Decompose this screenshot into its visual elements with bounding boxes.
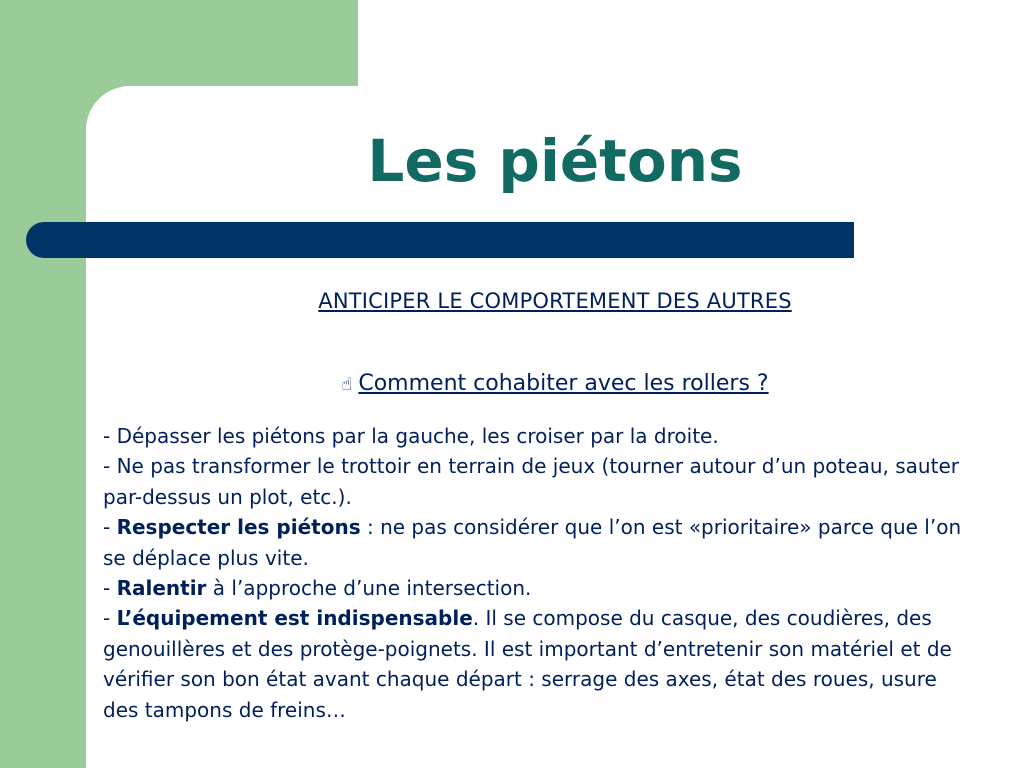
bullet-point-2 [103, 451, 973, 512]
bullet-text: Dépasser les piétons par la gauche, les croiser par la droite. [116, 424, 719, 448]
pointing-hand-icon: ☝ [341, 374, 353, 395]
bullet-text: : ne pas considérer que l’on est «prioritaire» parce que l’on se déplace plus vite. [103, 515, 962, 570]
bullet-dash: - [103, 454, 117, 479]
bullet-point-4 [103, 573, 973, 603]
bullet-text: à l’approche d’une intersection. [206, 576, 532, 601]
bullet-bold-text: Respecter les piétons [116, 515, 361, 540]
bullet-dash: - [103, 606, 117, 631]
slide-title: Les piétons [367, 127, 743, 195]
bullet-dash: - [103, 424, 117, 448]
title-underline-bar [26, 222, 854, 258]
bullet-dash: - [103, 515, 117, 540]
bullet-point-3 [103, 512, 973, 573]
bullet-bold-text: L’équipement est indispensable [116, 606, 473, 631]
bullet-dash: - [103, 576, 117, 601]
bullet-point-1 [103, 421, 973, 451]
slide-subtitle: ANTICIPER LE COMPORTEMENT DES AUTRES [318, 289, 792, 313]
question-line [86, 368, 1024, 401]
bullet-point-5 [103, 603, 973, 725]
bullet-text: Ne pas transformer le trottoir en terrain de jeux (tourner autour d’un poteau, sauter par-dessus un plot, etc.). [103, 454, 959, 509]
bullet-bold-text: Ralentir [116, 576, 207, 601]
bullet-text: . Il se compose du casque, des coudières, des genouillères et des protège-poignets. Il est important d’entretenir son matériel et de vérifier son bon état avant chaque départ : serrage des axes, état des roues, usure des tampons de freins… [103, 606, 952, 722]
question-text: Comment cohabiter avec les rollers ? [358, 371, 769, 396]
slide-body [103, 421, 973, 725]
